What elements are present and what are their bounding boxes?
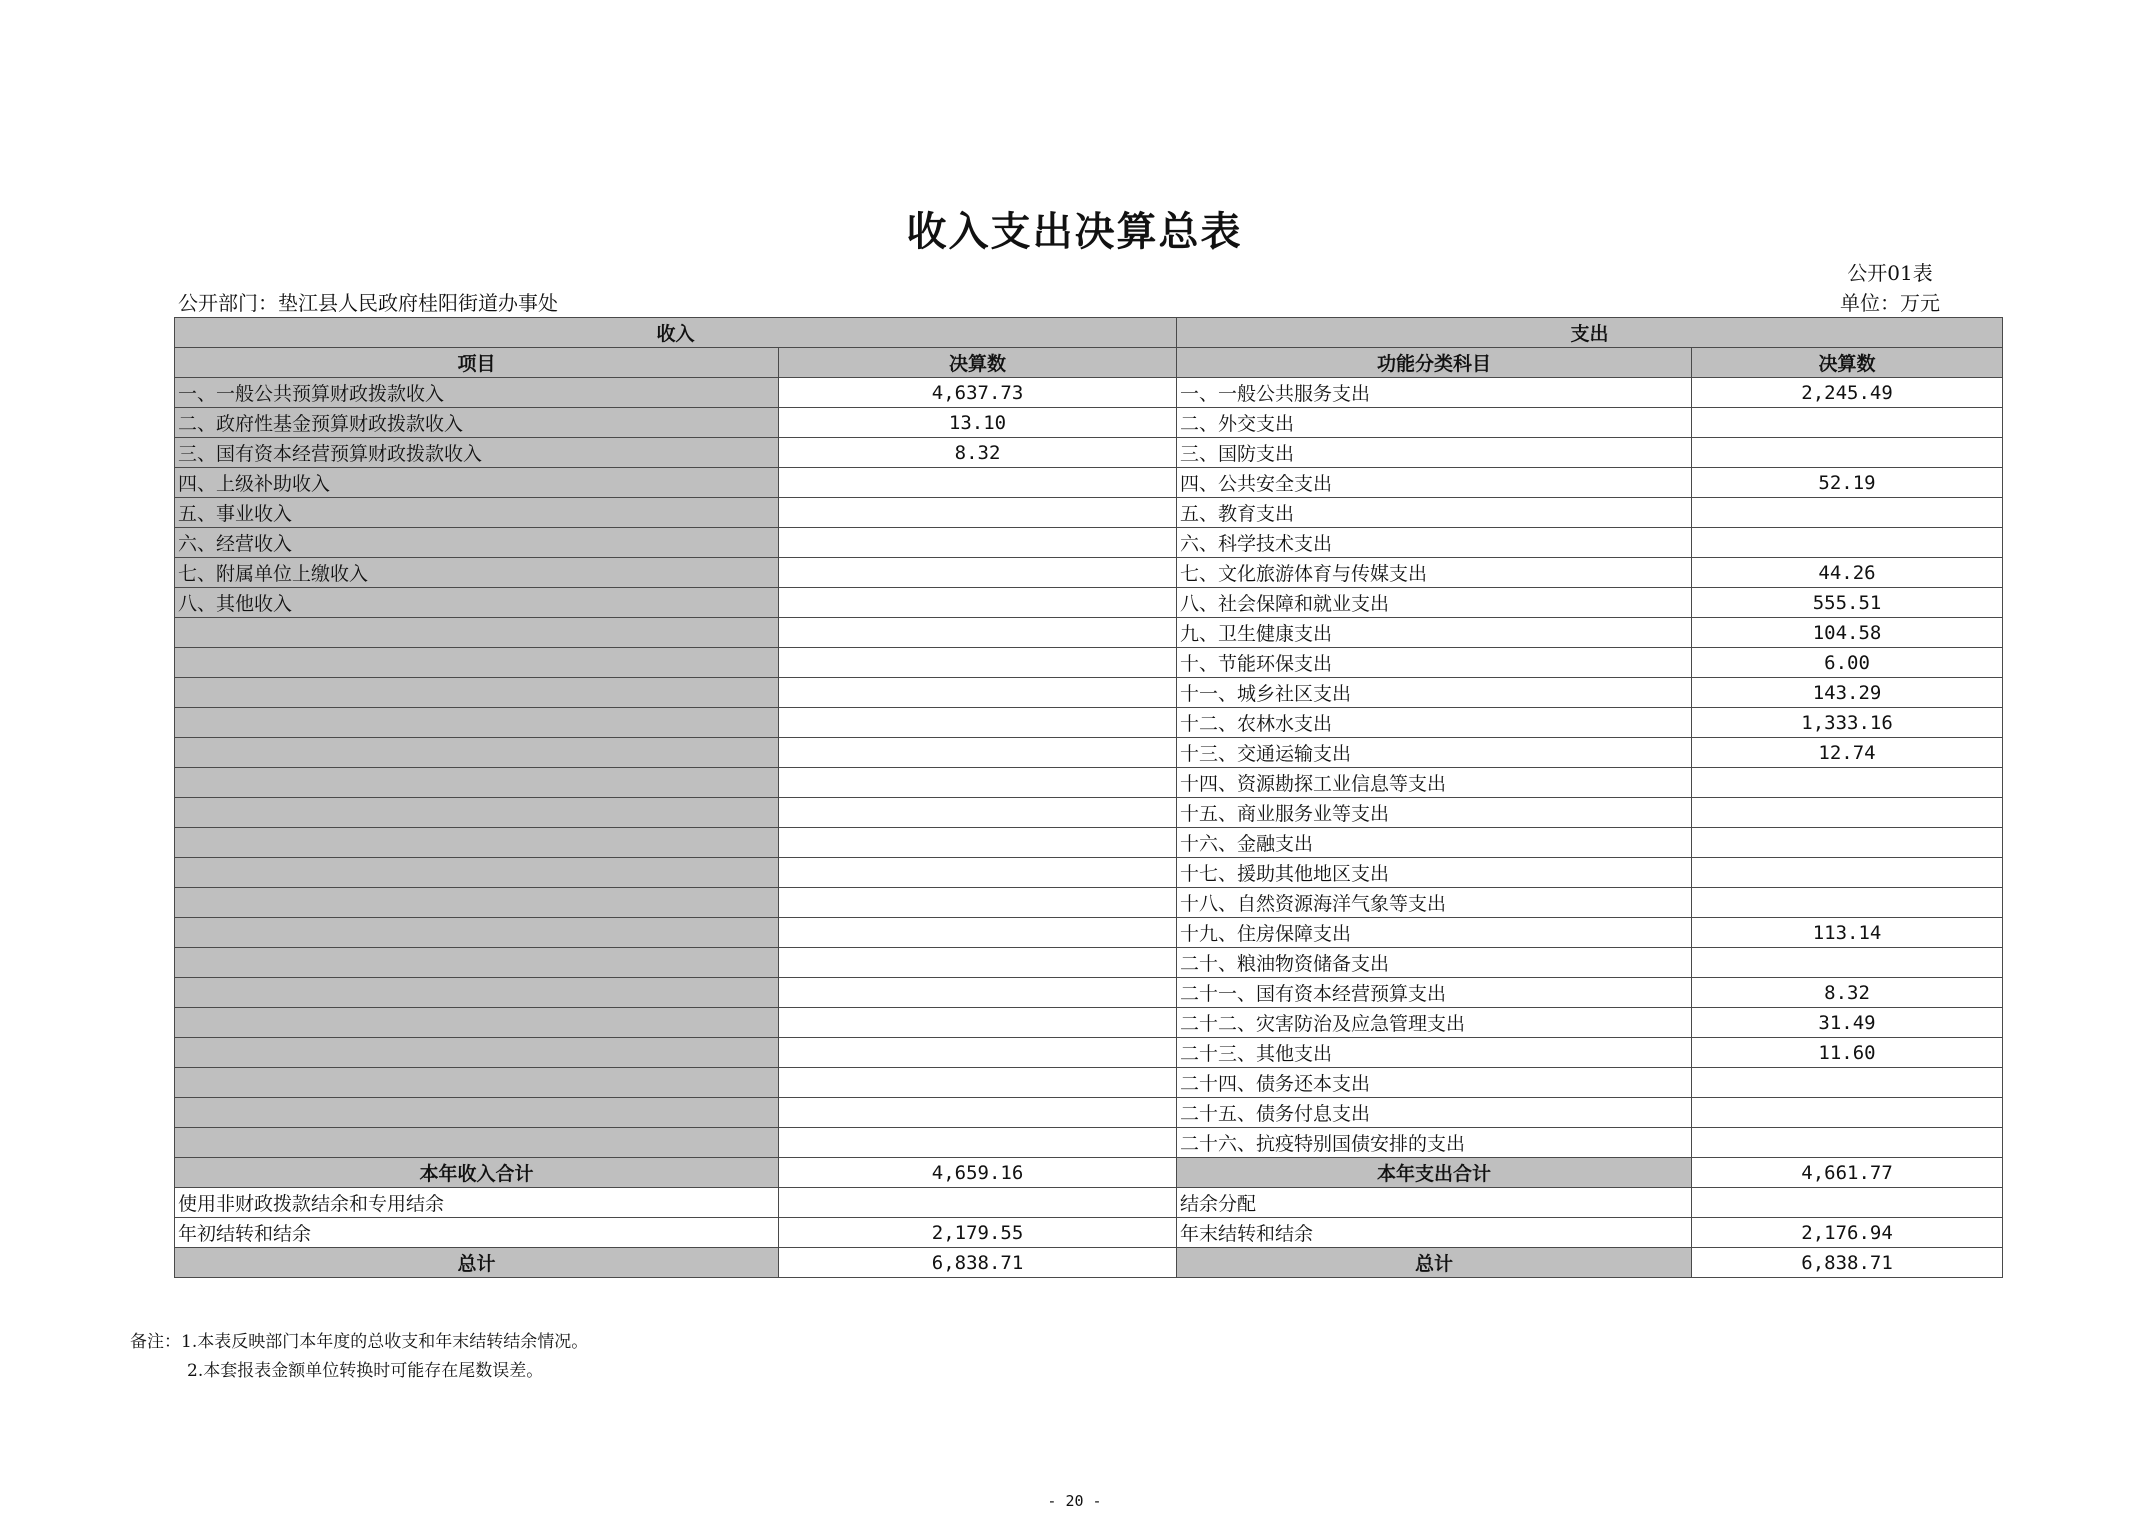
income-value-cell — [779, 978, 1177, 1008]
table-row — [175, 1188, 2003, 1218]
income-label-cell: 五、事业收入 — [175, 498, 779, 528]
expense-value-cell — [1692, 798, 2003, 828]
expense-value-cell: 4,661.77 — [1692, 1158, 2003, 1188]
expense-label-cell: 七、文化旅游体育与传媒支出 — [1177, 558, 1692, 588]
income-value-cell — [779, 708, 1177, 738]
table-row — [175, 978, 2003, 1008]
income-label-cell: 四、上级补助收入 — [175, 468, 779, 498]
expense-label-cell: 二十一、国有资本经营预算支出 — [1177, 978, 1692, 1008]
income-value-cell — [779, 768, 1177, 798]
table-row — [175, 1218, 2003, 1248]
income-label-cell: 三、国有资本经营预算财政拨款收入 — [175, 438, 779, 468]
table-row — [175, 678, 2003, 708]
income-value-cell — [779, 498, 1177, 528]
income-value-cell — [779, 828, 1177, 858]
total-row — [175, 1248, 2003, 1278]
expense-label-cell: 十、节能环保支出 — [1177, 648, 1692, 678]
table-row — [175, 828, 2003, 858]
table-row — [175, 498, 2003, 528]
income-value-cell: 13.10 — [779, 408, 1177, 438]
table-row — [175, 528, 2003, 558]
income-value-cell — [779, 948, 1177, 978]
income-label-cell: 六、经营收入 — [175, 528, 779, 558]
income-label-cell — [175, 1098, 779, 1128]
expense-value-cell — [1692, 1098, 2003, 1128]
note-line-2: 2.本套报表金额单位转换时可能存在尾数误差。 — [187, 1361, 544, 1381]
expense-value-cell — [1692, 888, 2003, 918]
expense-value-cell: 2,245.49 — [1692, 378, 2003, 408]
income-label-cell — [175, 738, 779, 768]
income-value-cell — [779, 1098, 1177, 1128]
expense-item-header: 功能分类科目 — [1177, 348, 1692, 378]
income-label-cell — [175, 768, 779, 798]
expense-label-cell: 五、教育支出 — [1177, 498, 1692, 528]
expense-value-cell: 12.74 — [1692, 738, 2003, 768]
expense-label-cell: 十二、农林水支出 — [1177, 708, 1692, 738]
table-row — [175, 588, 2003, 618]
expense-label-cell: 一、一般公共服务支出 — [1177, 378, 1692, 408]
page-number: - 20 - — [1047, 1492, 1102, 1510]
table-row — [175, 1038, 2003, 1068]
expense-value-cell: 1,333.16 — [1692, 708, 2003, 738]
income-value-cell — [779, 1008, 1177, 1038]
expense-label-cell: 二十二、灾害防治及应急管理支出 — [1177, 1008, 1692, 1038]
form-number: 公开01表 — [1847, 261, 1933, 285]
income-value-cell — [779, 1068, 1177, 1098]
income-label-cell — [175, 978, 779, 1008]
income-value-cell — [779, 468, 1177, 498]
expense-label-cell: 十四、资源勘探工业信息等支出 — [1177, 768, 1692, 798]
income-value-cell: 4,659.16 — [779, 1158, 1177, 1188]
income-value-cell — [779, 1128, 1177, 1158]
expense-value-cell: 113.14 — [1692, 918, 2003, 948]
expense-value-cell: 2,176.94 — [1692, 1218, 2003, 1248]
table-row — [175, 1128, 2003, 1158]
table-row — [175, 918, 2003, 948]
expense-value-cell — [1692, 438, 2003, 468]
table-row — [175, 378, 2003, 408]
page-title: 收入支出决算总表 — [906, 208, 1243, 255]
expense-value-cell: 31.49 — [1692, 1008, 2003, 1038]
expense-value-cell: 52.19 — [1692, 468, 2003, 498]
expense-value-cell — [1692, 1068, 2003, 1098]
income-label-cell — [175, 1038, 779, 1068]
income-value-cell — [779, 618, 1177, 648]
expense-label-cell: 九、卫生健康支出 — [1177, 618, 1692, 648]
income-label-cell — [175, 618, 779, 648]
unit-label: 单位：万元 — [1840, 291, 1940, 315]
expense-value-cell: 44.26 — [1692, 558, 2003, 588]
income-label-cell — [175, 708, 779, 738]
table-row — [175, 408, 2003, 438]
table-row — [175, 468, 2003, 498]
expense-label-cell: 二、外交支出 — [1177, 408, 1692, 438]
income-value-cell — [779, 1038, 1177, 1068]
income-group-header: 收入 — [175, 318, 1177, 348]
expense-label-cell: 二十四、债务还本支出 — [1177, 1068, 1692, 1098]
expense-label-cell: 二十、粮油物资储备支出 — [1177, 948, 1692, 978]
income-value-cell — [779, 738, 1177, 768]
income-value-cell: 6,838.71 — [779, 1248, 1177, 1278]
income-label-cell: 本年收入合计 — [175, 1158, 779, 1188]
expense-group-header: 支出 — [1177, 318, 2003, 348]
expense-label-cell: 三、国防支出 — [1177, 438, 1692, 468]
expense-label-cell: 十七、援助其他地区支出 — [1177, 858, 1692, 888]
income-label-cell — [175, 798, 779, 828]
income-value-cell: 8.32 — [779, 438, 1177, 468]
income-label-cell — [175, 1128, 779, 1158]
expense-label-cell: 六、科学技术支出 — [1177, 528, 1692, 558]
income-label-cell: 七、附属单位上缴收入 — [175, 558, 779, 588]
expense-value-cell: 8.32 — [1692, 978, 2003, 1008]
expense-amount-header: 决算数 — [1692, 348, 2003, 378]
table-row — [175, 438, 2003, 468]
expense-label-cell: 八、社会保障和就业支出 — [1177, 588, 1692, 618]
table-row — [175, 1068, 2003, 1098]
expense-label-cell: 十六、金融支出 — [1177, 828, 1692, 858]
table-row — [175, 618, 2003, 648]
table-row — [175, 888, 2003, 918]
expense-value-cell: 6,838.71 — [1692, 1248, 2003, 1278]
column-header-row — [175, 348, 2003, 378]
income-item-header: 项目 — [175, 348, 779, 378]
expense-label-cell: 四、公共安全支出 — [1177, 468, 1692, 498]
expense-label-cell: 结余分配 — [1177, 1188, 1692, 1218]
income-label-cell — [175, 678, 779, 708]
income-label-cell: 一、一般公共预算财政拨款收入 — [175, 378, 779, 408]
income-value-cell — [779, 798, 1177, 828]
expense-value-cell — [1692, 828, 2003, 858]
income-label-cell: 二、政府性基金预算财政拨款收入 — [175, 408, 779, 438]
expense-label-cell: 十一、城乡社区支出 — [1177, 678, 1692, 708]
table-row — [175, 798, 2003, 828]
income-label-cell — [175, 918, 779, 948]
expense-value-cell — [1692, 948, 2003, 978]
expense-label-cell: 二十五、债务付息支出 — [1177, 1098, 1692, 1128]
expense-value-cell: 6.00 — [1692, 648, 2003, 678]
expense-value-cell: 555.51 — [1692, 588, 2003, 618]
group-header-row — [175, 318, 2003, 348]
expense-label-cell: 十九、住房保障支出 — [1177, 918, 1692, 948]
income-value-cell — [779, 858, 1177, 888]
table-row — [175, 768, 2003, 798]
table-body — [175, 318, 2003, 1278]
expense-label-cell: 十五、商业服务业等支出 — [1177, 798, 1692, 828]
table-row — [175, 1008, 2003, 1038]
income-value-cell — [779, 678, 1177, 708]
expense-value-cell — [1692, 1128, 2003, 1158]
expense-value-cell — [1692, 408, 2003, 438]
income-value-cell — [779, 558, 1177, 588]
income-label-cell: 八、其他收入 — [175, 588, 779, 618]
income-value-cell — [779, 588, 1177, 618]
table-row — [175, 1098, 2003, 1128]
expense-label-cell: 十三、交通运输支出 — [1177, 738, 1692, 768]
table-row — [175, 948, 2003, 978]
note-line-1: 备注：1.本表反映部门本年度的总收支和年末结转结余情况。 — [130, 1332, 589, 1352]
income-value-cell — [779, 888, 1177, 918]
table-row — [175, 648, 2003, 678]
expense-value-cell — [1692, 528, 2003, 558]
expense-label-cell: 二十三、其他支出 — [1177, 1038, 1692, 1068]
expense-label-cell: 年末结转和结余 — [1177, 1218, 1692, 1248]
expense-value-cell — [1692, 768, 2003, 798]
expense-value-cell — [1692, 858, 2003, 888]
expense-label-cell: 二十六、抗疫特别国债安排的支出 — [1177, 1128, 1692, 1158]
expense-label-cell: 十八、自然资源海洋气象等支出 — [1177, 888, 1692, 918]
notes — [130, 1328, 588, 1386]
expense-label-cell: 总计 — [1177, 1248, 1692, 1278]
subtotal-row — [175, 1158, 2003, 1188]
income-label-cell: 使用非财政拨款结余和专用结余 — [175, 1188, 779, 1218]
income-value-cell — [779, 918, 1177, 948]
expense-value-cell — [1692, 1188, 2003, 1218]
income-label-cell — [175, 648, 779, 678]
income-amount-header: 决算数 — [779, 348, 1177, 378]
income-label-cell — [175, 948, 779, 978]
expense-value-cell: 104.58 — [1692, 618, 2003, 648]
income-label-cell — [175, 888, 779, 918]
income-label-cell — [175, 828, 779, 858]
income-label-cell — [175, 1068, 779, 1098]
expense-value-cell — [1692, 498, 2003, 528]
income-expense-table — [174, 317, 2003, 1278]
income-value-cell — [779, 1188, 1177, 1218]
income-label-cell — [175, 1008, 779, 1038]
expense-value-cell: 143.29 — [1692, 678, 2003, 708]
income-label-cell: 年初结转和结余 — [175, 1218, 779, 1248]
department-label: 公开部门：垫江县人民政府桂阳街道办事处 — [178, 291, 558, 315]
income-value-cell: 4,637.73 — [779, 378, 1177, 408]
table-row — [175, 558, 2003, 588]
income-value-cell — [779, 648, 1177, 678]
income-value-cell: 2,179.55 — [779, 1218, 1177, 1248]
income-value-cell — [779, 528, 1177, 558]
income-label-cell: 总计 — [175, 1248, 779, 1278]
income-label-cell — [175, 858, 779, 888]
table-row — [175, 708, 2003, 738]
expense-label-cell: 本年支出合计 — [1177, 1158, 1692, 1188]
table-row — [175, 738, 2003, 768]
table-row — [175, 858, 2003, 888]
expense-value-cell: 11.60 — [1692, 1038, 2003, 1068]
